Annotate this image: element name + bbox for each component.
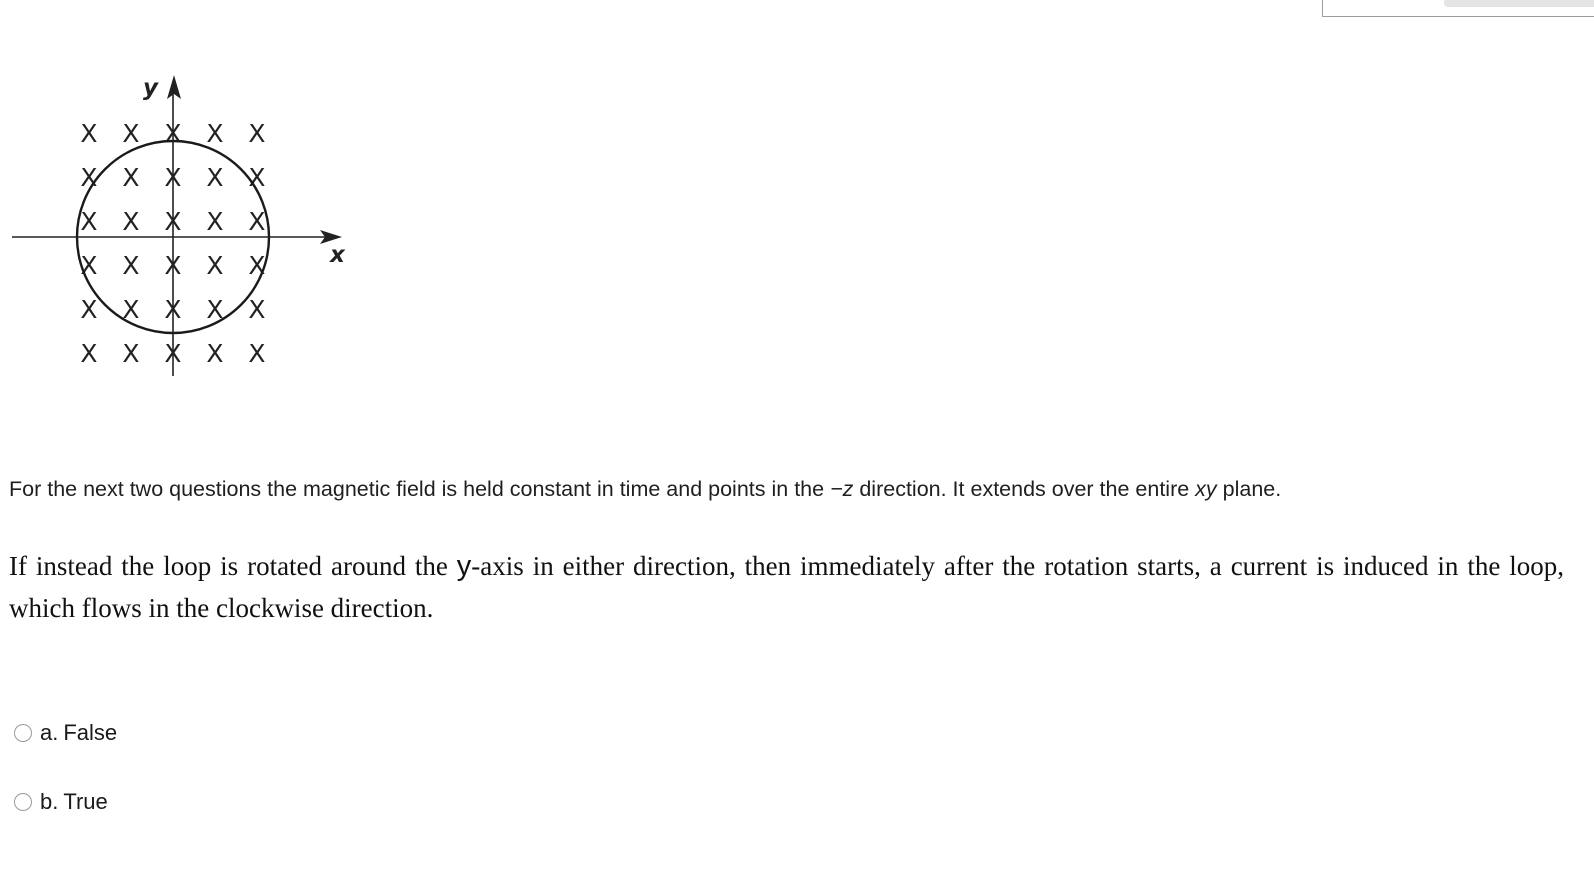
intro-text-middle: direction. It extends over the entire xyxy=(853,477,1196,501)
field-into-page-symbol: X xyxy=(164,207,182,236)
top-scroll-bar xyxy=(1444,0,1594,7)
question-text-before: If instead the loop is rotated around the xyxy=(9,551,457,581)
option-label: False xyxy=(63,720,118,745)
question-text-after: -axis in either direction, then immediately after the rotation starts, a current is induced in the loop, which flows in the clockwise direction. xyxy=(9,551,1564,623)
field-into-page-symbol: X xyxy=(164,295,182,324)
field-into-page-symbol: X xyxy=(80,339,98,368)
field-into-page-symbol: X xyxy=(80,207,98,236)
field-into-page-symbol: X xyxy=(164,339,182,368)
option-label: True xyxy=(63,789,108,814)
question-text xyxy=(9,545,1564,629)
option-false[interactable] xyxy=(14,720,117,746)
x-axis-label: x xyxy=(330,242,345,268)
field-into-page-symbol: X xyxy=(206,163,224,192)
intro-text-after: plane. xyxy=(1216,477,1282,501)
option-letter: a. xyxy=(40,720,59,745)
field-into-page-symbol: X xyxy=(248,119,266,148)
field-into-page-symbol: X xyxy=(206,339,224,368)
y-axis-label: y xyxy=(143,75,158,101)
field-into-page-symbol: X xyxy=(122,207,140,236)
field-into-page-symbol: X xyxy=(248,339,266,368)
intro-direction: −z xyxy=(830,477,854,501)
field-into-page-symbol: X xyxy=(80,163,98,192)
radio-button-true[interactable] xyxy=(14,793,32,811)
field-into-page-symbol: X xyxy=(248,295,266,324)
field-into-page-symbol: X xyxy=(80,119,98,148)
field-into-page-symbol: X xyxy=(80,251,98,280)
field-into-page-symbol: X xyxy=(122,119,140,148)
radio-button-false[interactable] xyxy=(14,724,32,742)
field-into-page-symbol: X xyxy=(122,339,140,368)
magnetic-field-diagram xyxy=(0,60,380,400)
question-intro xyxy=(9,477,1281,502)
field-into-page-symbol: X xyxy=(164,251,182,280)
field-into-page-symbol: X xyxy=(206,251,224,280)
field-into-page-symbol: X xyxy=(248,207,266,236)
field-into-page-symbol: X xyxy=(164,119,182,148)
field-into-page-symbol: X xyxy=(206,295,224,324)
option-true[interactable] xyxy=(14,789,108,815)
field-into-page-symbol: X xyxy=(164,163,182,192)
y-axis-arrowhead xyxy=(167,75,181,99)
intro-text-before: For the next two questions the magnetic field is held constant in time and points in the xyxy=(9,477,831,501)
field-into-page-symbol: X xyxy=(248,251,266,280)
field-into-page-symbol: X xyxy=(122,295,140,324)
field-into-page-symbol: X xyxy=(248,163,266,192)
field-into-page-symbol: X xyxy=(122,251,140,280)
field-into-page-symbol: X xyxy=(206,207,224,236)
field-into-page-symbol: X xyxy=(80,295,98,324)
field-into-page-symbol: X xyxy=(122,163,140,192)
question-axis-symbol: y xyxy=(456,550,472,582)
option-letter: b. xyxy=(40,789,59,814)
field-into-page-symbol: X xyxy=(206,119,224,148)
intro-plane: xy xyxy=(1195,477,1217,501)
